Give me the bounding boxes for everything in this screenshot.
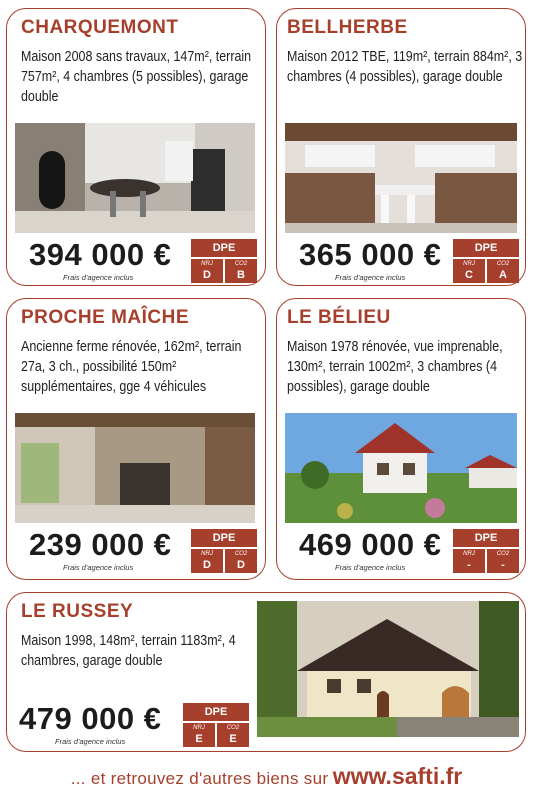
house-exterior-photo-icon bbox=[285, 413, 517, 523]
listing-price: 469 000 € bbox=[299, 527, 442, 562]
listing-city: LE BÉLIEU bbox=[287, 307, 391, 328]
dpe-co2: CO2 E bbox=[217, 723, 249, 747]
dpe-badge bbox=[191, 239, 257, 283]
dpe-label: DPE bbox=[183, 703, 249, 721]
listing-card-le-russey[interactable] bbox=[6, 592, 526, 752]
listing-city: LE RUSSEY bbox=[21, 601, 134, 622]
footer bbox=[0, 763, 533, 790]
stone-fireplace-photo-icon bbox=[15, 413, 255, 523]
house-exterior-photo-icon bbox=[257, 601, 519, 737]
listing-photo[interactable] bbox=[257, 601, 519, 737]
dpe-co2: CO2 - bbox=[487, 549, 519, 573]
listing-photo[interactable] bbox=[15, 123, 255, 233]
listing-city: CHARQUEMONT bbox=[21, 17, 179, 38]
listing-city: BELLHERBE bbox=[287, 17, 408, 38]
dpe-badge bbox=[183, 703, 249, 747]
listing-photo[interactable] bbox=[285, 413, 517, 523]
agency-fees-note: Frais d'agence inclus bbox=[335, 563, 406, 572]
listing-description: Ancienne ferme rénovée, 162m², terrain 27a, 3 ch., possibilité 150m² supplémentaires, gge 4 véhicules bbox=[21, 339, 242, 395]
listing-description: Maison 2008 sans travaux, 147m², terrain 757m², 4 chambres (5 possibles), garage double bbox=[21, 49, 252, 105]
dpe-co2: CO2 D bbox=[225, 549, 257, 573]
agency-fees-note: Frais d'agence inclus bbox=[55, 737, 126, 746]
listing-price: 479 000 € bbox=[19, 701, 162, 736]
dpe-label: DPE bbox=[191, 529, 257, 547]
dpe-badge bbox=[453, 529, 519, 573]
agency-fees-note: Frais d'agence inclus bbox=[63, 563, 134, 572]
listing-card-proche-maiche[interactable] bbox=[6, 298, 266, 580]
dpe-label: DPE bbox=[453, 529, 519, 547]
agency-fees-note: Frais d'agence inclus bbox=[63, 273, 134, 282]
listing-description: Maison 1998, 148m², terrain 1183m², 4 chambres, garage double bbox=[21, 633, 236, 669]
listing-description: Maison 1978 rénovée, vue imprenable, 130m², terrain 1002m², 3 chambres (4 possibles), garage double bbox=[287, 339, 503, 395]
dpe-badge bbox=[453, 239, 519, 283]
kitchen-photo-icon bbox=[285, 123, 517, 233]
listing-card-bellherbe[interactable] bbox=[276, 8, 526, 286]
interior-photo-icon bbox=[15, 123, 255, 233]
dpe-co2: CO2 B bbox=[225, 259, 257, 283]
dpe-nrj: NRJ D bbox=[191, 549, 223, 573]
listing-card-le-belieu[interactable] bbox=[276, 298, 526, 580]
listing-city: PROCHE MAÎCHE bbox=[21, 307, 190, 328]
dpe-badge bbox=[191, 529, 257, 573]
footer-link[interactable]: www.safti.fr bbox=[332, 763, 463, 789]
dpe-nrj: NRJ - bbox=[453, 549, 485, 573]
listing-price: 239 000 € bbox=[29, 527, 172, 562]
listing-description: Maison 2012 TBE, 119m², terrain 884m², 3 chambres (4 possibles), garage double bbox=[287, 49, 523, 85]
listing-price: 394 000 € bbox=[29, 237, 172, 272]
dpe-label: DPE bbox=[453, 239, 519, 257]
dpe-co2: CO2 A bbox=[487, 259, 519, 283]
dpe-nrj: NRJ D bbox=[191, 259, 223, 283]
dpe-label: DPE bbox=[191, 239, 257, 257]
listing-photo[interactable] bbox=[285, 123, 517, 233]
listing-photo[interactable] bbox=[15, 413, 255, 523]
dpe-nrj: NRJ E bbox=[183, 723, 215, 747]
listing-price: 365 000 € bbox=[299, 237, 442, 272]
dpe-nrj: NRJ C bbox=[453, 259, 485, 283]
listing-card-charquemont[interactable] bbox=[6, 8, 266, 286]
footer-text: ... et retrouvez d'autres biens sur bbox=[70, 769, 329, 788]
agency-fees-note: Frais d'agence inclus bbox=[335, 273, 406, 282]
